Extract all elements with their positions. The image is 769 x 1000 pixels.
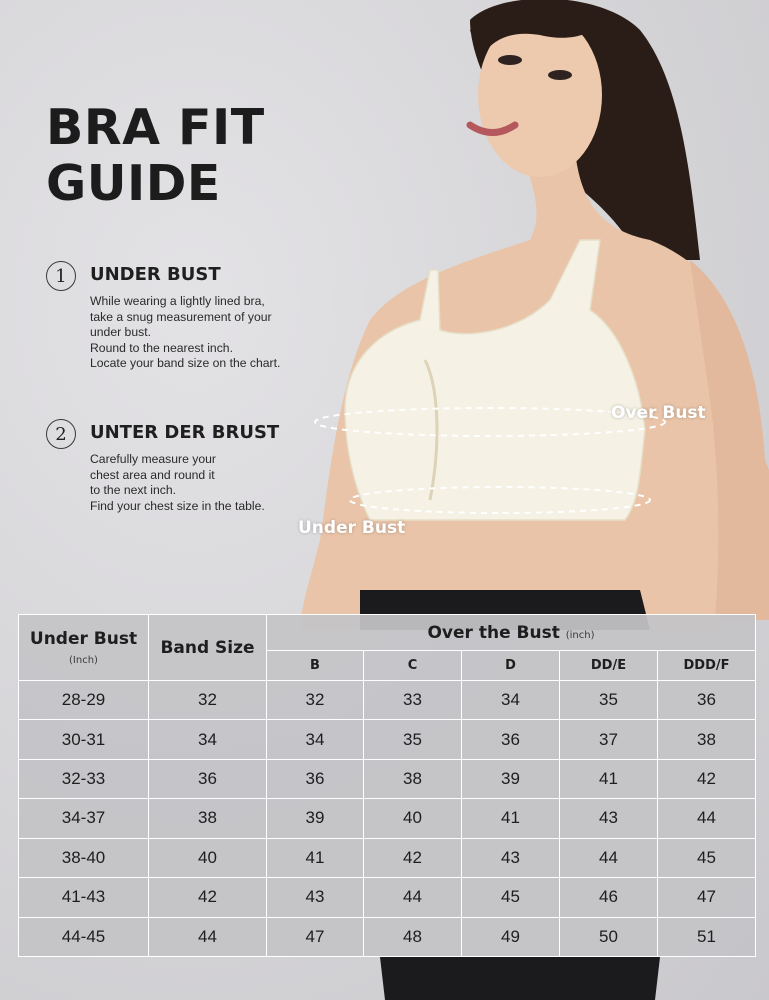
cup-cell: 43 <box>462 838 560 877</box>
cup-cell: 41 <box>267 838 364 877</box>
cup-cell: 46 <box>560 878 658 917</box>
cup-cell: 44 <box>560 838 658 877</box>
cup-cell: 51 <box>658 917 756 956</box>
step-instructions <box>90 452 265 514</box>
table-row <box>19 681 756 720</box>
under-bust-cell: 41-43 <box>19 878 149 917</box>
under-bust-cell: 28-29 <box>19 681 149 720</box>
table-row <box>19 759 756 798</box>
cup-cell: 34 <box>267 720 364 759</box>
header-band-size: Band Size <box>149 615 267 681</box>
cup-cell: 41 <box>462 799 560 838</box>
cup-cell: 43 <box>267 878 364 917</box>
cup-cell: 45 <box>462 878 560 917</box>
instruction-line: take a snug measurement of your <box>90 309 272 324</box>
cup-cell: 38 <box>364 759 462 798</box>
under-bust-label: Under Bust <box>298 518 406 538</box>
instruction-line: Locate your band size on the chart. <box>90 356 281 370</box>
band-size-cell: 34 <box>149 720 267 759</box>
band-size-cell: 38 <box>149 799 267 838</box>
instruction-line: Round to the nearest inch. <box>90 340 233 355</box>
instruction-line: chest area and round it <box>90 467 215 482</box>
cup-cell: 47 <box>658 878 756 917</box>
instruction-line: While wearing a lightly lined bra, <box>90 294 265 308</box>
cup-cell: 35 <box>560 681 658 720</box>
cup-cell: 50 <box>560 917 658 956</box>
cup-cell: 38 <box>658 720 756 759</box>
instruction-line: to the next inch. <box>90 483 177 497</box>
cup-cell: 37 <box>560 720 658 759</box>
step-instructions <box>90 294 280 372</box>
cup-header: DDD/F <box>658 651 756 681</box>
cup-cell: 41 <box>560 759 658 798</box>
instruction-line: Carefully measure your <box>90 452 216 466</box>
instruction-line: Find your chest size in the table. <box>90 498 265 513</box>
cup-cell: 40 <box>364 799 462 838</box>
header-over-unit: (inch) <box>565 629 595 641</box>
cup-header: B <box>267 651 364 681</box>
cup-cell: 44 <box>364 878 462 917</box>
cup-cell: 45 <box>658 838 756 877</box>
cup-cell: 42 <box>364 838 462 877</box>
cup-cell: 48 <box>364 917 462 956</box>
step-number-2: 2 <box>46 419 76 449</box>
under-bust-cell: 30-31 <box>19 720 149 759</box>
table-row <box>19 878 756 917</box>
cup-cell: 49 <box>462 917 560 956</box>
over-bust-label: Over Bust <box>611 403 706 423</box>
title-line-2: GUIDE <box>46 155 221 212</box>
cup-cell: 44 <box>658 799 756 838</box>
under-bust-cell: 44-45 <box>19 917 149 956</box>
cup-cell: 35 <box>364 720 462 759</box>
instruction-line: under bust. <box>90 325 151 339</box>
cup-cell: 33 <box>364 681 462 720</box>
cup-cell: 36 <box>267 759 364 798</box>
title-line-1: BRA FIT <box>46 99 265 156</box>
cup-cell: 43 <box>560 799 658 838</box>
step-number-1: 1 <box>46 261 76 291</box>
header-under-bust <box>19 615 149 681</box>
table-row <box>19 720 756 759</box>
under-bust-cell: 32-33 <box>19 759 149 798</box>
cup-cell: 42 <box>658 759 756 798</box>
band-size-cell: 36 <box>149 759 267 798</box>
under-bust-cell: 34-37 <box>19 799 149 838</box>
page-title <box>46 100 265 212</box>
table-row <box>19 838 756 877</box>
band-size-cell: 40 <box>149 838 267 877</box>
cup-header: C <box>364 651 462 681</box>
table-row <box>19 917 756 956</box>
cup-cell: 39 <box>462 759 560 798</box>
cup-cell: 47 <box>267 917 364 956</box>
header-over-the-bust <box>267 615 756 651</box>
table-row <box>19 799 756 838</box>
cup-cell: 36 <box>462 720 560 759</box>
step-heading: UNDER BUST <box>90 264 221 285</box>
step-heading: UNTER DER BRUST <box>90 422 280 443</box>
header-over-text: Over the Bust <box>427 622 560 643</box>
under-bust-cell: 38-40 <box>19 838 149 877</box>
size-chart-table <box>18 614 756 957</box>
cup-cell: 39 <box>267 799 364 838</box>
band-size-cell: 32 <box>149 681 267 720</box>
cup-cell: 36 <box>658 681 756 720</box>
band-size-cell: 44 <box>149 917 267 956</box>
header-under-bust-unit: (Inch) <box>69 655 98 666</box>
cup-header: DD/E <box>560 651 658 681</box>
header-under-bust-text: Under Bust <box>29 629 138 649</box>
cup-cell: 32 <box>267 681 364 720</box>
band-size-cell: 42 <box>149 878 267 917</box>
cup-cell: 34 <box>462 681 560 720</box>
cup-header: D <box>462 651 560 681</box>
